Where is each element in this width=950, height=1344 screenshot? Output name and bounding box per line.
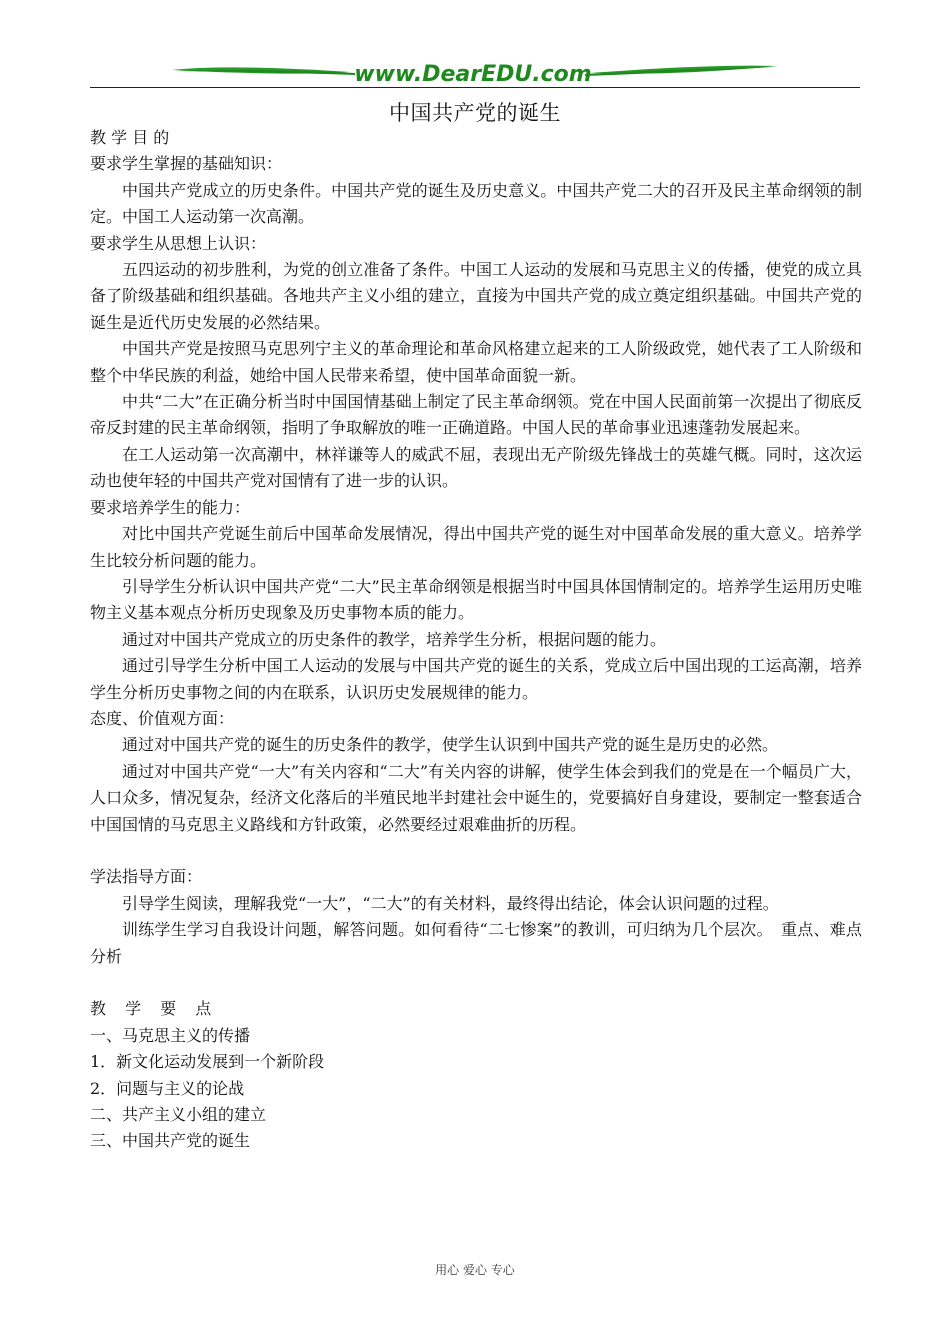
- section-heading: 一、马克思主义的传播: [90, 1025, 251, 1045]
- body-paragraph: 对比中国共产党诞生前后中国革命发展情况，得出中国共产党的诞生对中国革命发展的重大意义。培养学生比较分析问题的能力。: [90, 524, 862, 570]
- body-paragraph: 通过对中国共产党“一大”有关内容和“二大”有关内容的讲解，使学生体会到我们的党是在一个幅员广大，人口众多，情况复杂，经济文化落后的半殖民地半封建社会中诞生的，党要搞好自身建设，要制定一整套适合中国国情的马克思主义路线和方针政策，必然要经过艰难曲折的历程。: [90, 761, 862, 834]
- body-paragraph: 引导学生阅读，理解我党“一大”，“二大”的有关材料，最终得出结论，体会认识问题的过程。: [122, 893, 779, 913]
- section-heading: 三、中国共产党的诞生: [90, 1131, 251, 1151]
- body-paragraph: 五四运动的初步胜利，为党的创立准备了条件。中国工人运动的发展和马克思主义的传播，使党的成立具备了阶级基础和组织基础。各地共产主义小组的建立，直接为中国共产党的成立奠定组织基础。中国共产党的诞生是近代历史发展的必然结果。: [90, 260, 862, 332]
- blank-line: [90, 970, 862, 996]
- body-paragraph: 中国共产党成立的历史条件。中国共产党的诞生及历史意义。中国共产党二大的召开及民主革命纲领的制定。中国工人运动第一次高潮。: [90, 180, 862, 227]
- section-heading: 教 学 目 的: [90, 128, 170, 147]
- section-heading: 1．新文化运动发展到一个新阶段: [90, 1052, 325, 1072]
- body-paragraph: 通过对中国共产党成立的历史条件的教学，培养学生分析，根据问题的能力。: [122, 629, 667, 649]
- body-paragraph: 在工人运动第一次高潮中，林祥谦等人的威武不屈，表现出无产阶级先锋战士的英雄气概。同时，这次运动也使年轻的中国共产党对国情有了进一步的认识。: [90, 444, 862, 491]
- document-title: 中国共产党的诞生: [389, 101, 561, 125]
- header-rule: [90, 87, 860, 88]
- section-heading: 二、共产主义小组的建立: [90, 1105, 267, 1124]
- svg-text:www.DearEDU.com: www.DearEDU.com: [354, 62, 592, 87]
- section-heading: 学法指导方面：: [90, 867, 203, 887]
- page-footer: 用心 爱心 专心: [435, 1263, 515, 1277]
- site-logo-banner: [170, 56, 780, 90]
- section-heading: 教 学 要 点: [90, 999, 219, 1019]
- section-heading: 态度、价值观方面：: [90, 708, 235, 728]
- body-paragraph: 训练学生学习自我设计问题，解答问题。如何看待“二七惨案”的教训，可归纳为几个层次。 重点、难点分析: [90, 920, 862, 966]
- body-paragraph: 中国共产党是按照马克思列宁主义的革命理论和革命风格建立起来的工人阶级政党，她代表了工人阶级和整个中华民族的利益，她给中国人民带来希望，使中国革命面貌一新。: [90, 339, 862, 385]
- section-heading: 要求学生掌握的基础知识：: [90, 154, 283, 174]
- body-paragraph: 中共“二大”在正确分析当时中国国情基础上制定了民主革命纲领。党在中国人民面前第一次提出了彻底反帝反封建的民主革命纲领，指明了争取解放的唯一正确道路。中国人民的革命事业迅速蓬勃发展起来。: [90, 392, 862, 438]
- section-heading: 2．问题与主义的论战: [90, 1078, 245, 1098]
- section-heading: 要求培养学生的能力：: [90, 497, 251, 517]
- swoosh-logo-icon: [170, 56, 780, 90]
- body-paragraph: 引导学生分析认识中国共产党“二大”民主革命纲领是根据当时中国具体国情制定的。培养学生运用历史唯物主义基本观点分析历史现象及历史事物本质的能力。: [90, 576, 862, 623]
- body-paragraph: 通过引导学生分析中国工人运动的发展与中国共产党的诞生的关系，党成立后中国出现的工运高潮，培养学生分析历史事物之间的内在联系，认识历史发展规律的能力。: [90, 656, 862, 702]
- body-paragraph: 通过对中国共产党的诞生的历史条件的教学，使学生认识到中国共产党的诞生是历史的必然。: [122, 735, 779, 755]
- blank-line: [90, 838, 862, 864]
- section-heading: 要求学生从思想上认识：: [90, 233, 267, 253]
- document-body: [90, 125, 862, 1155]
